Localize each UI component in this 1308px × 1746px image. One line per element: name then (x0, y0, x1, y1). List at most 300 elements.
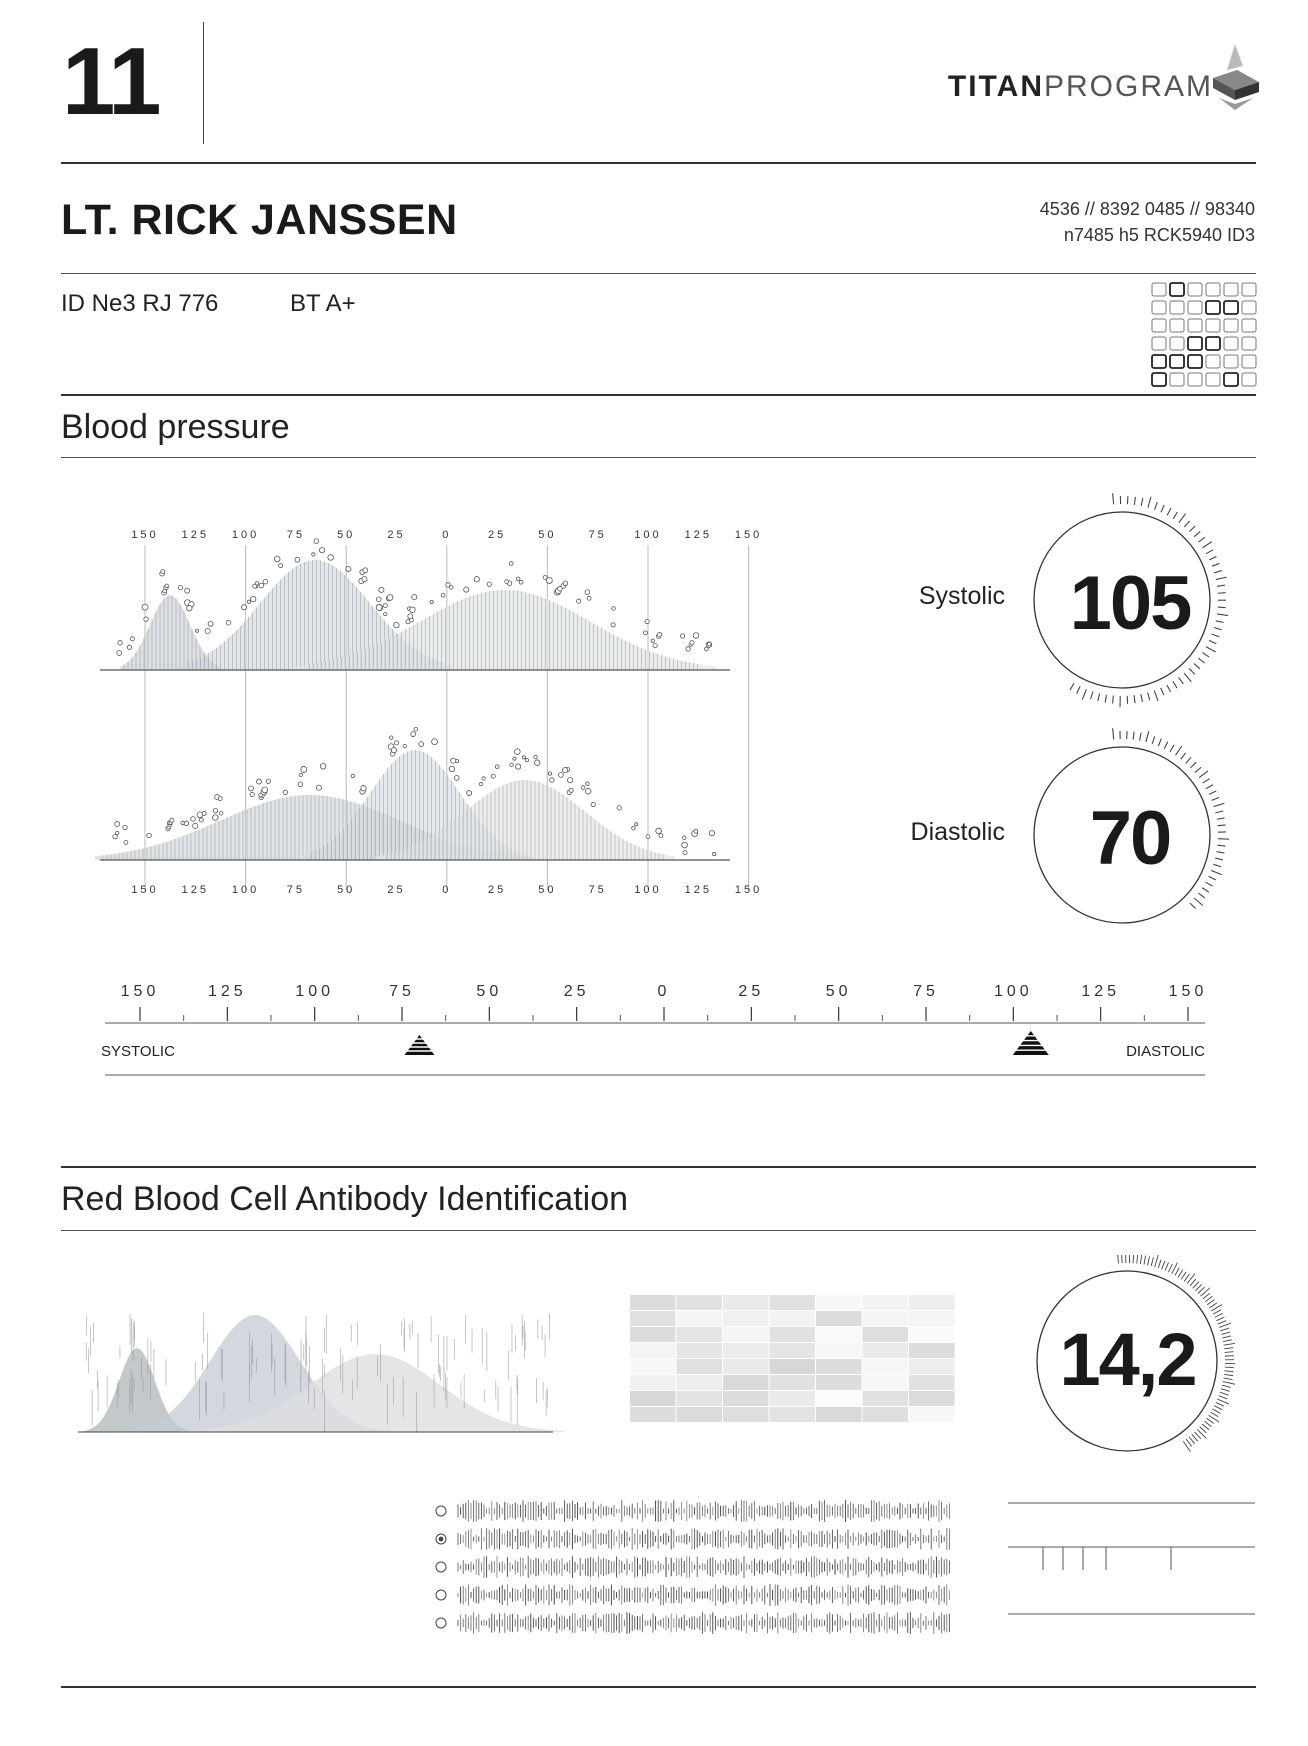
method-radio[interactable] (436, 1618, 446, 1628)
gauge-tick (1209, 791, 1216, 794)
data-point (585, 788, 591, 794)
heatmap-cell (816, 1359, 862, 1374)
chart-tick-label-bottom: 50 (337, 884, 356, 896)
data-point (479, 782, 482, 785)
gauge-tick (1140, 733, 1141, 741)
heatmap-cell (723, 1327, 769, 1342)
page-number: 11 (62, 28, 160, 135)
data-point (454, 776, 459, 781)
gauge-tick (1184, 673, 1191, 682)
heatmap-cell (909, 1343, 955, 1358)
heatmap-cell (816, 1375, 862, 1390)
data-point (467, 791, 472, 796)
gauge-tick (1133, 732, 1134, 740)
chart-tick-label-bottom: 125 (181, 884, 209, 896)
grid-cell (1152, 319, 1166, 332)
gauge-tick (1217, 614, 1228, 616)
gauge-tick (1195, 767, 1201, 772)
gauge-tick (1186, 757, 1191, 763)
grid-cell (1224, 373, 1238, 386)
gauge-tick (1141, 498, 1143, 506)
gauge-tick (1167, 508, 1171, 515)
data-point (651, 639, 654, 642)
data-point (482, 777, 485, 780)
data-point (611, 623, 615, 627)
data-point (412, 595, 417, 600)
data-point (184, 821, 189, 826)
heatmap-cell (723, 1295, 769, 1310)
titan-program-logo (948, 70, 1213, 104)
gauge-tick (1205, 1296, 1212, 1301)
data-point (170, 818, 174, 822)
gauge-tick (1199, 537, 1205, 542)
data-point (249, 786, 254, 791)
data-point (394, 622, 399, 627)
gauge-tick (1220, 1328, 1229, 1331)
heatmap-cell (816, 1407, 862, 1422)
data-point (262, 787, 268, 793)
data-point (464, 587, 469, 592)
gauge-tick (1158, 739, 1161, 746)
heatmap-cell (863, 1295, 909, 1310)
patient-codes (1040, 196, 1255, 248)
data-point (346, 566, 351, 571)
gauge-tick (1212, 1409, 1220, 1413)
gauge-tick (1140, 1255, 1141, 1264)
data-point (161, 570, 165, 574)
scale-diastolic-label: DIASTOLIC (1126, 1043, 1205, 1060)
data-point (683, 836, 687, 840)
data-point (383, 604, 387, 608)
gauge-tick (1161, 505, 1164, 512)
data-point (257, 779, 262, 784)
antibody-rule-top (61, 1166, 1256, 1168)
gauge-tick (1198, 658, 1204, 663)
data-point (558, 586, 563, 591)
heatmap-cell (863, 1391, 909, 1406)
data-point (550, 778, 554, 782)
heatmap-cell (909, 1391, 955, 1406)
antibody-rule-bottom (61, 1230, 1256, 1231)
gauge-tick (1184, 521, 1189, 527)
grid-cell (1188, 355, 1202, 368)
heatmap-cell (723, 1343, 769, 1358)
data-point (519, 580, 523, 584)
gauge-tick (1225, 1352, 1234, 1353)
chart-tick-label-bottom: 25 (487, 884, 507, 896)
heatmap-cell (677, 1391, 723, 1406)
heatmap-cell (723, 1359, 769, 1374)
diastolic-label: Diastolic (910, 818, 1005, 846)
method-radio[interactable] (436, 1590, 446, 1600)
heatmap-cell (770, 1295, 816, 1310)
data-point (419, 742, 424, 747)
data-point (713, 852, 716, 855)
grid-cell (1224, 319, 1238, 332)
data-point (515, 749, 521, 755)
gauge-tick (1214, 803, 1225, 806)
scale-systolic-label: SYSTOLIC (101, 1043, 175, 1060)
heatmap-cell (677, 1359, 723, 1374)
gauge-tick (1216, 1317, 1224, 1321)
gauge-tick (1098, 693, 1100, 701)
header-rule (61, 162, 1256, 164)
gauge-tick (1216, 621, 1224, 623)
data-point (617, 806, 621, 810)
gauge-tick (1224, 1348, 1233, 1349)
heatmap-cell (863, 1343, 909, 1358)
gauge-tick (1193, 1282, 1199, 1289)
data-point (295, 557, 300, 562)
grid-cell (1242, 355, 1256, 368)
gauge-tick (1141, 694, 1143, 702)
chart-tick-label-top: 0 (442, 529, 452, 541)
data-point (562, 768, 567, 773)
heatmap-cell (909, 1311, 955, 1326)
scale-tick-label: 25 (563, 983, 590, 1000)
data-point (165, 584, 169, 588)
gauge-tick (1181, 1272, 1186, 1279)
gauge-tick (1151, 1257, 1153, 1266)
scale-tick-label: 75 (913, 983, 939, 1000)
gauge-tick (1217, 1399, 1229, 1404)
data-point (362, 577, 367, 582)
data-point (569, 788, 573, 792)
chart-tick-label-bottom: 0 (442, 884, 452, 896)
grid-cell (1242, 373, 1256, 386)
systolic-marker (399, 1035, 439, 1055)
heatmap-cell (816, 1311, 862, 1326)
data-point (115, 831, 118, 834)
gauge-tick (1190, 903, 1196, 909)
data-point (391, 747, 396, 752)
data-point (242, 605, 247, 610)
gauge-tick (1219, 1323, 1231, 1327)
heatmap-cell (863, 1327, 909, 1342)
data-point (312, 553, 315, 556)
gauge-tick (1176, 746, 1182, 755)
gauge-tick (1113, 696, 1114, 704)
gauge-tick (1206, 647, 1216, 652)
heatmap-cell (816, 1327, 862, 1342)
gauge-tick (1148, 693, 1150, 701)
gauge-tick (1152, 736, 1155, 744)
gauge-tick (1214, 571, 1222, 573)
gauge-tick (1170, 745, 1174, 752)
data-point (509, 562, 513, 566)
gauge-tick (1220, 1392, 1229, 1395)
gauge-tick (1117, 1255, 1118, 1263)
heatmap-cell (630, 1375, 676, 1390)
heatmap-cell (630, 1327, 676, 1342)
gauge-tick (1224, 1378, 1233, 1380)
data-point (187, 605, 193, 611)
data-point (694, 829, 698, 833)
gauge-tick (1200, 1288, 1209, 1296)
patient-name: LT. RICK JANSSEN (61, 196, 458, 244)
data-point (298, 782, 303, 787)
data-point (226, 620, 231, 625)
data-point (376, 597, 381, 602)
grid-cell (1170, 319, 1184, 332)
data-point (387, 595, 393, 601)
diastolic-marker (1007, 1031, 1055, 1055)
gauge-tick (1167, 685, 1171, 692)
id-grid-icon (1150, 281, 1260, 389)
chart-tick-label-top: 50 (538, 529, 557, 541)
gauge-tick (1070, 683, 1074, 690)
chart-tick-label-bottom: 75 (588, 884, 607, 896)
gauge-tick (1134, 695, 1135, 703)
data-point (495, 765, 499, 769)
data-point (123, 825, 127, 829)
gauge-tick (1207, 1418, 1214, 1423)
data-point (181, 821, 184, 824)
chart-tick-label-top: 100 (231, 529, 260, 541)
data-point (328, 555, 334, 561)
gauge-tick (1162, 1261, 1165, 1269)
data-point (441, 593, 445, 597)
data-point (314, 539, 319, 544)
chart-tick-label-top: 150 (131, 529, 159, 541)
gauge-tick (1224, 1343, 1235, 1345)
grid-cell (1206, 337, 1220, 350)
gauge-tick (1215, 811, 1223, 813)
gauge-tick (1215, 858, 1223, 860)
gauge-tick (1214, 1406, 1222, 1410)
gauge-tick (1173, 512, 1177, 519)
gauge-tick (1219, 1396, 1227, 1399)
gauge-tick (1105, 695, 1106, 703)
heatmap-cell (770, 1391, 816, 1406)
data-point (516, 577, 520, 581)
data-point (117, 651, 122, 656)
patient-id: ID Ne3 RJ 776 (61, 290, 219, 317)
scale-tick-label: 0 (657, 983, 671, 1000)
data-point (546, 578, 552, 584)
grid-cell (1152, 337, 1166, 350)
data-point (274, 556, 280, 562)
method-signal-rows (432, 1497, 962, 1637)
heatmap-cell (630, 1359, 676, 1374)
heatmap-cell (770, 1407, 816, 1422)
data-point (653, 643, 657, 647)
gauge-tick (1191, 762, 1197, 768)
gauge-tick (1158, 1260, 1161, 1269)
code-line-2: n7485 h5 RCK5940 ID3 (1063, 225, 1255, 245)
antibody-distribution-chart (75, 1290, 565, 1440)
heatmap-cell (863, 1407, 909, 1422)
heatmap-cell (630, 1295, 676, 1310)
data-point (644, 631, 648, 635)
chart-tick-label-bottom: 50 (538, 884, 557, 896)
data-point (690, 641, 694, 645)
heatmap-cell (863, 1375, 909, 1390)
grid-cell (1206, 283, 1220, 296)
scale-tick-label: 150 (1168, 983, 1208, 1000)
chart-tick-label-top: 125 (181, 529, 209, 541)
data-point (411, 732, 416, 737)
heatmap-cell (863, 1359, 909, 1374)
gauge-tick (1213, 1310, 1221, 1314)
heatmap-cell (630, 1391, 676, 1406)
data-point (451, 758, 456, 763)
heatmap-cell (909, 1375, 955, 1390)
data-point (361, 786, 366, 791)
gauge-tick (1091, 692, 1093, 700)
scale-tick-label: 50 (825, 983, 852, 1000)
gauge-tick (1206, 550, 1213, 554)
data-point (259, 583, 264, 588)
data-point (645, 619, 649, 623)
data-point (587, 596, 591, 600)
data-point (408, 614, 413, 619)
heatmap-cell (770, 1327, 816, 1342)
data-point (202, 811, 206, 815)
antibody-heatmap (630, 1295, 960, 1430)
gauge-tick (1184, 1274, 1189, 1281)
gauge-tick (1206, 882, 1213, 886)
gauge-tick (1113, 728, 1114, 739)
method-radio[interactable] (436, 1506, 446, 1516)
chart-tick-label-bottom: 25 (387, 884, 406, 896)
scale-tick-label: 150 (120, 983, 160, 1000)
data-point (525, 759, 528, 762)
heatmap-cell (909, 1407, 955, 1422)
scale-tick-label: 125 (207, 983, 247, 1000)
grid-cell (1242, 301, 1256, 314)
grid-cell (1224, 355, 1238, 368)
data-point (516, 764, 521, 769)
gauge-tick (1113, 493, 1114, 504)
data-point (449, 766, 454, 771)
gauge-tick (1204, 1421, 1211, 1427)
data-point (390, 736, 393, 739)
data-point (147, 833, 152, 838)
grid-cell (1170, 373, 1184, 386)
gauge-tick (1217, 818, 1225, 819)
heatmap-cell (677, 1311, 723, 1326)
data-point (394, 741, 398, 745)
gauge-tick (1194, 898, 1202, 905)
data-point (567, 777, 572, 782)
grid-cell (1170, 283, 1184, 296)
gauge-tick (1155, 502, 1158, 510)
gauge-tick (1148, 1256, 1150, 1265)
data-point (548, 772, 551, 775)
heatmap-cell (630, 1311, 676, 1326)
chart-tick-label-top: 125 (684, 529, 712, 541)
gauge-tick (1218, 593, 1226, 594)
gauge-tick (1224, 1374, 1233, 1375)
grid-cell (1242, 283, 1256, 296)
chart-tick-label-bottom: 75 (286, 884, 306, 896)
grid-cell (1224, 301, 1238, 314)
grid-cell (1188, 301, 1202, 314)
heatmap-cell (909, 1327, 955, 1342)
gauge-tick (1164, 742, 1168, 749)
blood-type: BT A+ (290, 290, 356, 317)
data-point (656, 828, 662, 834)
data-point (250, 596, 255, 601)
data-point (414, 727, 418, 731)
gauge-tick (1214, 627, 1222, 629)
data-point (559, 773, 564, 778)
data-point (301, 766, 307, 772)
chart-tick-label-top: 25 (487, 529, 507, 541)
systolic-label: Systolic (918, 582, 1005, 610)
gauge-tick (1217, 585, 1225, 586)
data-point (591, 802, 595, 806)
method-radio-dot (439, 1537, 444, 1542)
logo-word-titan: TITAN (947, 70, 1044, 103)
grid-cell (1242, 337, 1256, 350)
diastolic-value: 70 (1089, 796, 1171, 881)
section-rule-bottom (61, 457, 1256, 458)
gauge-tick (1194, 531, 1200, 536)
grid-cell (1152, 373, 1166, 386)
chart-tick-label-bottom: 100 (634, 884, 662, 896)
gauge-tick (1202, 1424, 1209, 1430)
heatmap-cell (863, 1311, 909, 1326)
gauge-tick (1194, 664, 1200, 669)
grid-cell (1152, 301, 1166, 314)
heatmap-cell (770, 1311, 816, 1326)
grid-cell (1170, 355, 1184, 368)
data-point (118, 641, 122, 645)
grid-cell (1188, 319, 1202, 332)
gauge-tick (1217, 845, 1225, 846)
chart-tick-label-top: 75 (588, 529, 607, 541)
grid-cell (1224, 337, 1238, 350)
data-point (263, 579, 268, 584)
grid-cell (1152, 283, 1166, 296)
heatmap-cell (677, 1375, 723, 1390)
data-point (185, 588, 190, 593)
heatmap-cell (723, 1311, 769, 1326)
code-line-1: 4536 // 8392 0485 // 98340 (1039, 199, 1255, 219)
gauge-tick (1082, 689, 1086, 699)
method-radio[interactable] (436, 1562, 446, 1572)
data-point (646, 835, 650, 839)
data-point (635, 823, 638, 826)
data-point (406, 620, 410, 624)
antibody-value: 14,2 (1059, 1318, 1196, 1401)
gauge-tick (1225, 1367, 1234, 1368)
data-point (320, 764, 325, 769)
grid-cell (1206, 373, 1220, 386)
grid-cell (1206, 355, 1220, 368)
header-divider (203, 22, 204, 144)
gauge-tick (1198, 1287, 1205, 1293)
data-point (199, 818, 203, 822)
data-point (250, 792, 254, 796)
gauge-tick (1173, 681, 1177, 688)
gauge-tick (1199, 771, 1208, 778)
data-point (410, 607, 416, 613)
gauge-tick (1189, 669, 1195, 675)
titan-logo-icon (1205, 40, 1265, 112)
gauge-tick (1211, 1412, 1219, 1417)
heatmap-cell (816, 1391, 862, 1406)
heatmap-cell (909, 1359, 955, 1374)
heatmap-cell (677, 1343, 723, 1358)
gauge-tick (1218, 825, 1226, 826)
heatmap-cell (816, 1295, 862, 1310)
heatmap-cell (723, 1375, 769, 1390)
data-point (283, 790, 287, 794)
data-point (127, 645, 131, 649)
